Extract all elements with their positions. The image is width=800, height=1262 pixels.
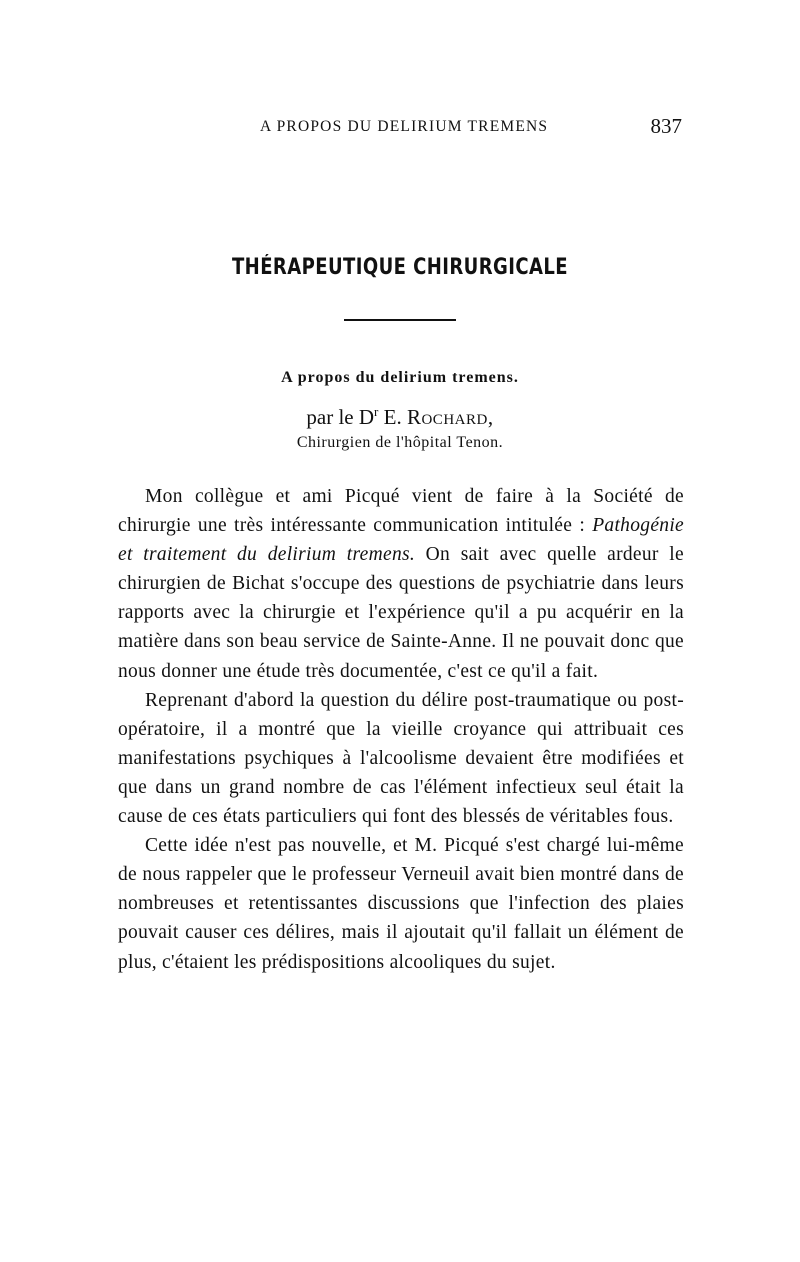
paragraph-1-text-b: On sait avec quelle ardeur le chirurgien de Bichat s'occupe des questions de psychiatrie dans leurs rapports avec la chirurgie et l'expérience qu'il a pu acquérir en la matière dans son beau service de Sainte-Anne. Il ne pouvait donc que nous donner une étude très documentée, c'est ce qu'il a fait. [118, 544, 684, 682]
paragraph-1-text-a: Mon collègue et ami Picqué vient de faire à la Société de chirurgie une très intéressante communication intitulée : [118, 486, 684, 537]
paragraph-3: Cette idée n'est pas nouvelle, et M. Picqué s'est chargé lui-même de nous rappeler que le professeur Verneuil avait bien montré dans de nombreuses et retentissantes discussions que l'infection des plaies pouvait causer ces délires, mais il ajoutait qu'il fallait un élément de plus, c'étaient les prédispositions alcooliques du sujet. [118, 835, 684, 973]
author-affiliation: Chirurgien de l'hôpital Tenon. [296, 434, 504, 451]
cited-work-title: Pathogénie et traitement du delirium tremens. [118, 515, 684, 566]
author-name: Rochard, [406, 405, 494, 429]
byline-superscript: r [374, 404, 379, 419]
section-title: THÉRAPEUTIQUE CHIRURGICALE [231, 255, 569, 280]
byline-initial: E. [383, 405, 402, 429]
byline [0, 405, 800, 430]
paragraph-1 [118, 482, 684, 686]
byline-prefix: par le D [306, 405, 375, 429]
page-number: 837 [650, 114, 682, 138]
paragraph-2: Reprenant d'abord la question du délire post-traumatique ou post-opératoire, il a montré que la vieille croyance qui attribuait ces manifestations psychiques à l'alcoolisme devaient être modifiées et que dans un grand nombre de cas l'élément infectieux seul était la cause de ces états particuliers qui font des blessés de véritables fous. [118, 689, 684, 828]
running-title: A PROPOS DU DELIRIUM TREMENS [260, 118, 549, 135]
article-body [118, 482, 684, 977]
running-head [118, 114, 684, 138]
title-divider [344, 319, 456, 321]
article-title: A propos du delirium tremens. [281, 369, 519, 386]
